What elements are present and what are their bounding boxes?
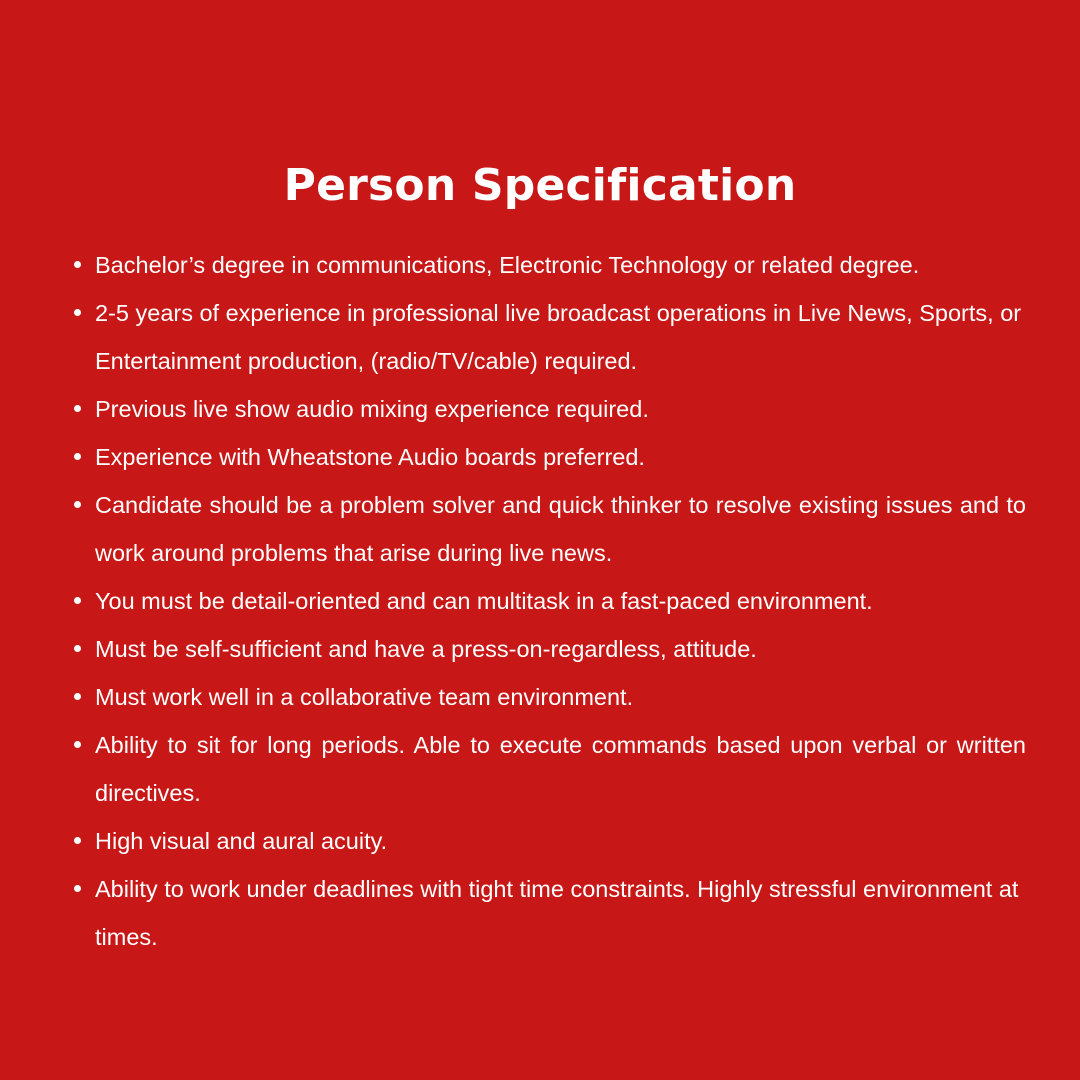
bullet-icon	[74, 405, 81, 412]
bullet-icon	[74, 693, 81, 700]
bullet-icon	[74, 741, 81, 748]
bullet-icon	[74, 645, 81, 652]
list-item-text: Must work well in a collaborative team environment.	[95, 684, 634, 710]
list-item	[74, 721, 1026, 817]
page-title: Person Specification	[283, 160, 797, 211]
bullet-icon	[74, 501, 81, 508]
specification-list	[74, 241, 1026, 961]
list-item	[74, 241, 1026, 289]
list-item-text: Candidate should be a problem solver and quick thinker to resolve existing issues and to work around problems that arise during live news.	[95, 492, 1026, 566]
list-item	[74, 577, 1026, 625]
list-item-text: Previous live show audio mixing experience required.	[95, 396, 649, 422]
list-item	[74, 673, 1026, 721]
list-item-text: Must be self-sufficient and have a press-on-regardless, attitude.	[95, 636, 757, 662]
list-item	[74, 481, 1026, 577]
bullet-icon	[74, 453, 81, 460]
list-item	[74, 625, 1026, 673]
bullet-icon	[74, 261, 81, 268]
bullet-icon	[74, 885, 81, 892]
bullet-icon	[74, 597, 81, 604]
list-item	[74, 817, 1026, 865]
bullet-icon	[74, 309, 81, 316]
list-item	[74, 433, 1026, 481]
list-item-text: Ability to sit for long periods. Able to execute commands based upon verbal or written directives.	[95, 732, 1026, 806]
list-item	[74, 385, 1026, 433]
list-item-text: Bachelor’s degree in communications, Electronic Technology or related degree.	[95, 252, 920, 278]
list-item-text: Experience with Wheatstone Audio boards preferred.	[95, 444, 645, 470]
list-item-text: You must be detail-oriented and can multitask in a fast-paced environment.	[95, 588, 873, 614]
list-item	[74, 289, 1026, 385]
list-item	[74, 865, 1026, 961]
bullet-icon	[74, 837, 81, 844]
list-item-text: High visual and aural acuity.	[95, 828, 388, 854]
list-item-text: Ability to work under deadlines with tight time constraints. Highly stressful environment at times.	[95, 876, 1019, 950]
list-item-text: 2-5 years of experience in professional live broadcast operations in Live News, Sports, or Entertainment production, (radio/TV/cable) required.	[95, 300, 1022, 374]
